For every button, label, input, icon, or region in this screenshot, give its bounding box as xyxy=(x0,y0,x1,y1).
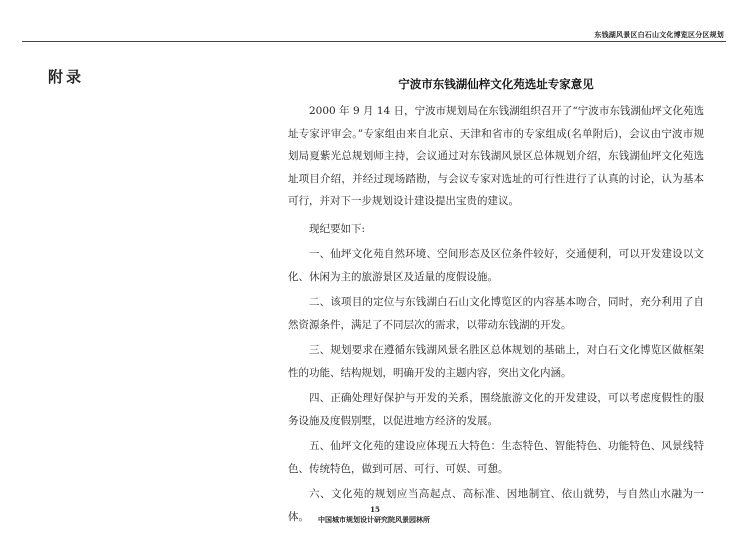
footer-organization: 中国城市规划设计研究院风景园林所 xyxy=(318,516,430,524)
list-item: 五、仙坪文化苑的建设应体现五大特色：生态特色、智能特色、功能特色、风景线特色、传统特色，做到可居、可行、可娱、可憩。 xyxy=(288,440,704,475)
list-item: 二、该项目的定位与东钱湖白石山文化博览区的内容基本吻合，同时，充分利用了自然资源条件，满足了不同层次的需求，以带动东钱湖的开发。 xyxy=(288,296,704,331)
document-title: 宁波市东钱湖仙梓文化苑选址专家意见 xyxy=(398,77,594,91)
list-item: 一、仙坪文化苑自然环境、空间形态及区位条件较好，交通便利，可以开发建设以文化、休闲为主的旅游景区及适量的度假设施。 xyxy=(288,248,704,283)
appendix-heading: 附录 xyxy=(48,68,85,86)
document-body xyxy=(288,100,704,528)
list-item: 三、规划要求在遵循东钱湖风景名胜区总体规划的基础上，对白石文化博览区做框架性的功能、结构规划，明确开发的主题内容，突出文化内涵。 xyxy=(288,344,704,379)
header-rule xyxy=(22,41,726,42)
running-header: 东钱湖风景区白石山文化博览区分区规划 xyxy=(594,31,724,39)
lead-paragraph: 现纪要如下: xyxy=(309,222,366,235)
page-number: 15 xyxy=(370,505,380,514)
list-item: 四、正确处理好保护与开发的关系，围绕旅游文化的开发建设，可以考虑度假性的服务设施及度假别墅，以促进地方经济的发展。 xyxy=(288,392,704,427)
list-item: 六、文化苑的规划应当高起点、高标准、因地制宜、依山就势，与自然山水融为一体。 xyxy=(288,488,704,523)
intro-paragraph: 2000 年 9 月 14 日，宁波市规划局在东钱湖组织召开了“宁波市东钱湖仙坪文化苑选址专家评审会。”专家组由来自北京、天津和省市的专家组成(名单附后)，会议由宁波市规划局夏紫光总规划师主持，会议通过对东钱湖风景区总体规划介绍，东钱湖仙坪文化苑选址项目介绍，并经过现场踏勘，与会议专家对选址的可行性进行了认真的讨论，认为基本可行，并对下一步规划设计建设提出宝贵的建议。 xyxy=(288,105,704,207)
